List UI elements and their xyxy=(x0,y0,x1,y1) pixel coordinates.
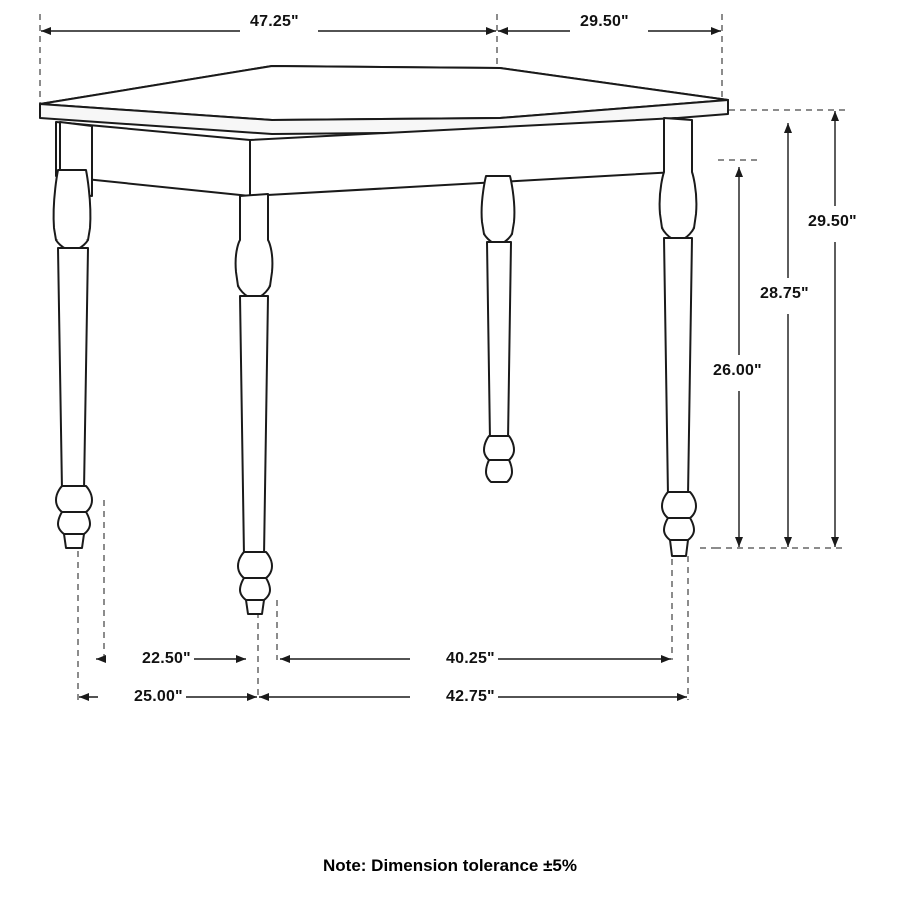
dimension-label-top-depth: 29.50" xyxy=(577,13,632,31)
leg-back-left xyxy=(54,170,92,548)
leg-front-right xyxy=(660,118,697,556)
dimension-label-leg-span-front: 22.50" xyxy=(139,650,194,668)
dimension-label-overall-height: 29.50" xyxy=(805,213,860,231)
leg-back-right xyxy=(482,176,515,482)
dimension-label-top-width: 47.25" xyxy=(247,13,302,31)
dimension-label-base-front: 25.00" xyxy=(131,688,186,706)
leg-front-left xyxy=(236,194,273,614)
table-illustration xyxy=(40,66,728,614)
tolerance-note: Note: Dimension tolerance ±5% xyxy=(323,856,577,875)
dimension-label-apron-height: 28.75" xyxy=(757,285,812,303)
dimension-label-clearance-height: 26.00" xyxy=(710,362,765,380)
dimension-label-leg-span-side: 40.25" xyxy=(443,650,498,668)
dimension-label-base-side: 42.75" xyxy=(443,688,498,706)
